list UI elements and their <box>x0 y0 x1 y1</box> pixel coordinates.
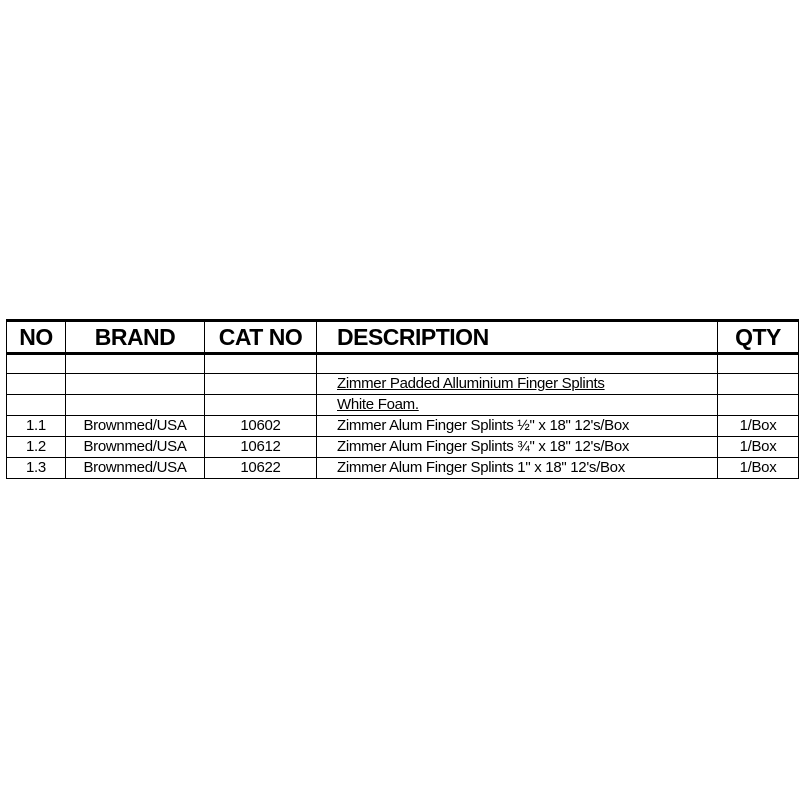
header-row <box>7 321 799 354</box>
table-cell <box>205 374 317 395</box>
section-title-row <box>7 374 799 395</box>
table-body <box>7 354 799 479</box>
table-cell <box>317 354 718 374</box>
section-subtitle: White Foam. <box>337 396 419 413</box>
table-cell <box>66 354 205 374</box>
table-cell <box>718 354 799 374</box>
header-qty: QTY <box>718 321 799 354</box>
header-brand: BRAND <box>66 321 205 354</box>
row-description: Zimmer Alum Finger Splints ½" x 18" 12's/Box <box>317 416 718 437</box>
section-title: Zimmer Padded Alluminium Finger Splints <box>337 375 605 392</box>
table-cell <box>205 354 317 374</box>
table-cell <box>66 395 205 416</box>
section-title-cell <box>317 374 718 395</box>
table-row <box>7 416 799 437</box>
row-brand: Brownmed/USA <box>66 437 205 458</box>
table-row <box>7 437 799 458</box>
header-description: DESCRIPTION <box>317 321 718 354</box>
header-no: NO <box>7 321 66 354</box>
row-brand: Brownmed/USA <box>66 416 205 437</box>
row-brand: Brownmed/USA <box>66 458 205 479</box>
row-cat-no: 10602 <box>205 416 317 437</box>
table-cell <box>66 374 205 395</box>
table-cell <box>718 374 799 395</box>
row-no: 1.1 <box>7 416 66 437</box>
row-cat-no: 10622 <box>205 458 317 479</box>
blank-row <box>7 354 799 374</box>
row-qty: 1/Box <box>718 458 799 479</box>
table-cell <box>7 374 66 395</box>
table-cell <box>718 395 799 416</box>
section-subtitle-cell <box>317 395 718 416</box>
product-table <box>6 319 799 479</box>
table-cell <box>7 354 66 374</box>
table-header <box>7 321 799 354</box>
row-description: Zimmer Alum Finger Splints ¾" x 18" 12's/Box <box>317 437 718 458</box>
row-cat-no: 10612 <box>205 437 317 458</box>
product-sheet <box>6 319 798 479</box>
row-no: 1.3 <box>7 458 66 479</box>
section-subtitle-row <box>7 395 799 416</box>
row-qty: 1/Box <box>718 416 799 437</box>
table-row <box>7 458 799 479</box>
table-cell <box>7 395 66 416</box>
row-description: Zimmer Alum Finger Splints 1" x 18" 12's/Box <box>317 458 718 479</box>
row-qty: 1/Box <box>718 437 799 458</box>
table-cell <box>205 395 317 416</box>
header-cat-no: CAT NO <box>205 321 317 354</box>
row-no: 1.2 <box>7 437 66 458</box>
